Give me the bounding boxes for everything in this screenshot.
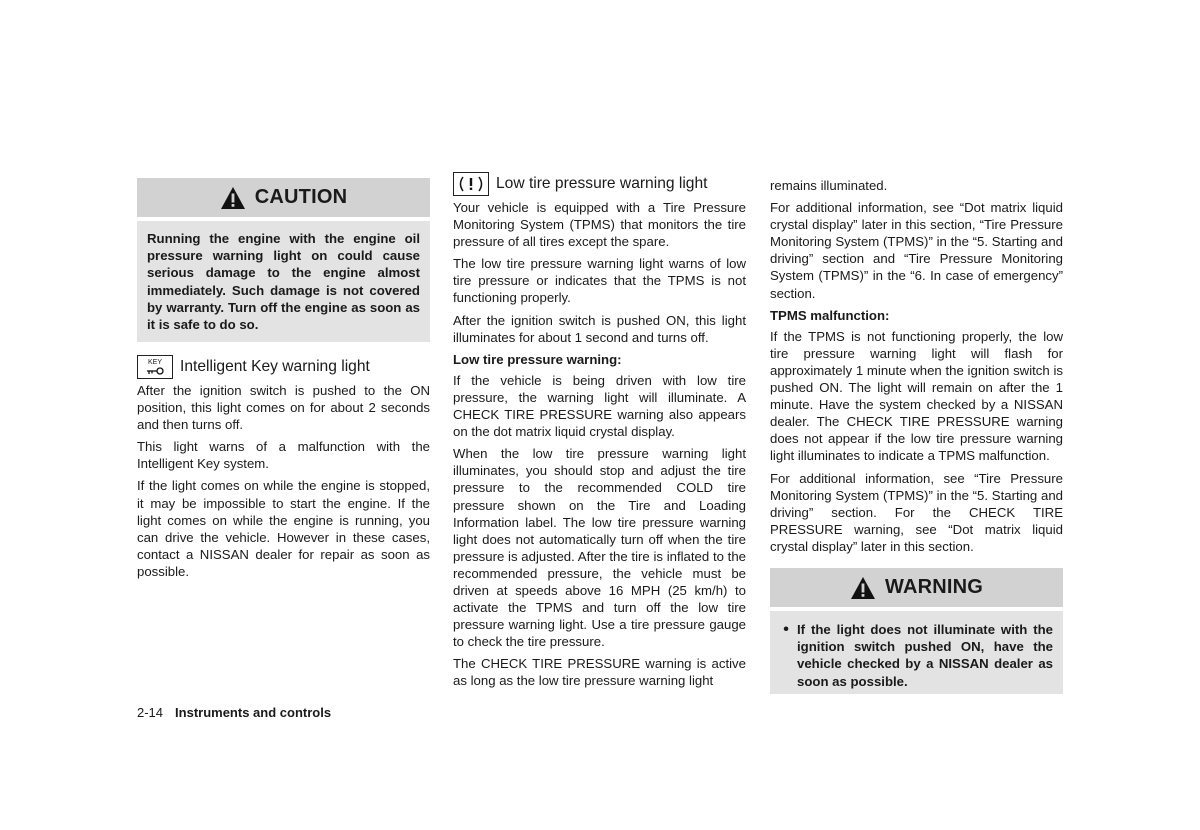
- key-icon: [145, 367, 165, 375]
- warning-bullet: [775, 621, 1053, 690]
- tire-warning-text: [453, 199, 746, 690]
- warning-triangle-icon: [850, 576, 876, 600]
- tpms-paragraph-3: For additional information, see “Tire Pressure Monitoring System (TPMS)” in the “5. Starting and driving” section. For the CHECK TIRE PRESSURE warning, see “Dot matrix liquid crystal display” later in this section.: [770, 470, 1063, 554]
- key-warning-light-icon: [137, 355, 173, 379]
- tire-sub-paragraph-3: The CHECK TIRE PRESSURE warning is active as long as the low tire pressure warning light: [453, 656, 746, 689]
- tire-paragraph-2: The low tire pressure warning light warns of low tire pressure or indicates that the TPMS is not functioning properly.: [453, 256, 746, 306]
- key-warning-text: [137, 382, 430, 580]
- warning-title: WARNING: [884, 576, 984, 598]
- bullet-dot: •: [783, 621, 789, 638]
- tpms-paragraph-2: If the TPMS is not functioning properly, the low tire pressure warning light will flash for approximately 1 minute when the ignition switch is pushed ON. The light will remain on after the 1 minute. Have the system checked by a NISSAN dealer. The CHECK TIRE PRESSURE warning does not appear if the low tire pressure warning light illuminates to indicate a TPMS malfunction.: [770, 328, 1063, 464]
- warning-triangle-icon: [220, 186, 246, 210]
- caution-header: [137, 178, 430, 217]
- tpms-paragraph-1: For additional information, see “Dot matrix liquid crystal display” later in this section, “Tire Pressure Monitoring System (TPMS)” in the “5. Starting and driving” section and “Tire Pressure Monitoring System (TPMS)” in the “6. In case of emergency” section.: [770, 200, 1063, 301]
- page-footer: [137, 705, 331, 720]
- tire-warning-heading: [453, 172, 707, 196]
- tire-warning-title: Low tire pressure warning light: [496, 175, 708, 192]
- tire-pressure-icon: [457, 175, 485, 193]
- section-name: Instruments and controls: [175, 705, 332, 720]
- tpms-malfunction-subheading: TPMS malfunction:: [770, 307, 890, 323]
- tire-paragraph-1: Your vehicle is equipped with a Tire Pressure Monitoring System (TPMS) that monitors the tire pressure of all tires except the spare.: [453, 200, 746, 250]
- caution-body: [137, 221, 430, 342]
- warning-body: [770, 611, 1063, 694]
- key-paragraph-3: If the light comes on while the engine is stopped, it may be impossible to start the engine. If the light comes on while the engine is running, you can drive the vehicle. However in these cases, contact a NISSAN dealer for repair as soon as possible.: [137, 478, 430, 579]
- key-paragraph-2: This light warns of a malfunction with the Intelligent Key system.: [137, 439, 430, 472]
- tpms-text: [770, 177, 1063, 555]
- low-tire-subheading: Low tire pressure warning:: [453, 351, 622, 367]
- key-warning-title: Intelligent Key warning light: [180, 358, 370, 375]
- tire-pressure-light-icon: [453, 172, 489, 196]
- tire-sub-paragraph-1: If the vehicle is being driven with low tire pressure, the warning light will illuminate. A CHECK TIRE PRESSURE warning also appears on the dot matrix liquid crystal display.: [453, 372, 746, 440]
- key-warning-heading: [137, 355, 370, 379]
- warning-text: If the light does not illuminate with the ignition switch pushed ON, have the vehicle checked by a NISSAN dealer as soon as possible.: [797, 622, 1053, 689]
- page-number: 2-14: [137, 705, 164, 720]
- key-icon-label: KEY: [147, 359, 162, 366]
- key-paragraph-1: After the ignition switch is pushed to the ON position, this light comes on for about 2 seconds and then turns off.: [137, 383, 430, 433]
- tire-paragraph-3: After the ignition switch is pushed ON, this light illuminates for about 1 second and turns off.: [453, 312, 746, 345]
- caution-title: CAUTION: [254, 186, 348, 208]
- warning-header: [770, 568, 1063, 607]
- tire-sub-paragraph-2: When the low tire pressure warning light illuminates, you should stop and adjust the tire pressure to the recommended COLD tire pressure shown on the Tire and Loading Information label. The low tire pressure warning light does not automatically turn off when the tire pressure is adjusted. After the tire is inflated to the recommended pressure, the vehicle must be driven at speeds above 16 MPH (25 km/h) to activate the TPMS and turn off the low tire pressure warning light. Use a tire pressure gauge to check the tire pressure.: [453, 446, 746, 650]
- caution-text: Running the engine with the engine oil pressure warning light on could cause serious damage to the engine almost immediately. Such damage is not covered by warranty. Turn off the engine as soon as it is safe to do so.: [147, 231, 420, 333]
- continued-text: remains illuminated.: [770, 178, 888, 193]
